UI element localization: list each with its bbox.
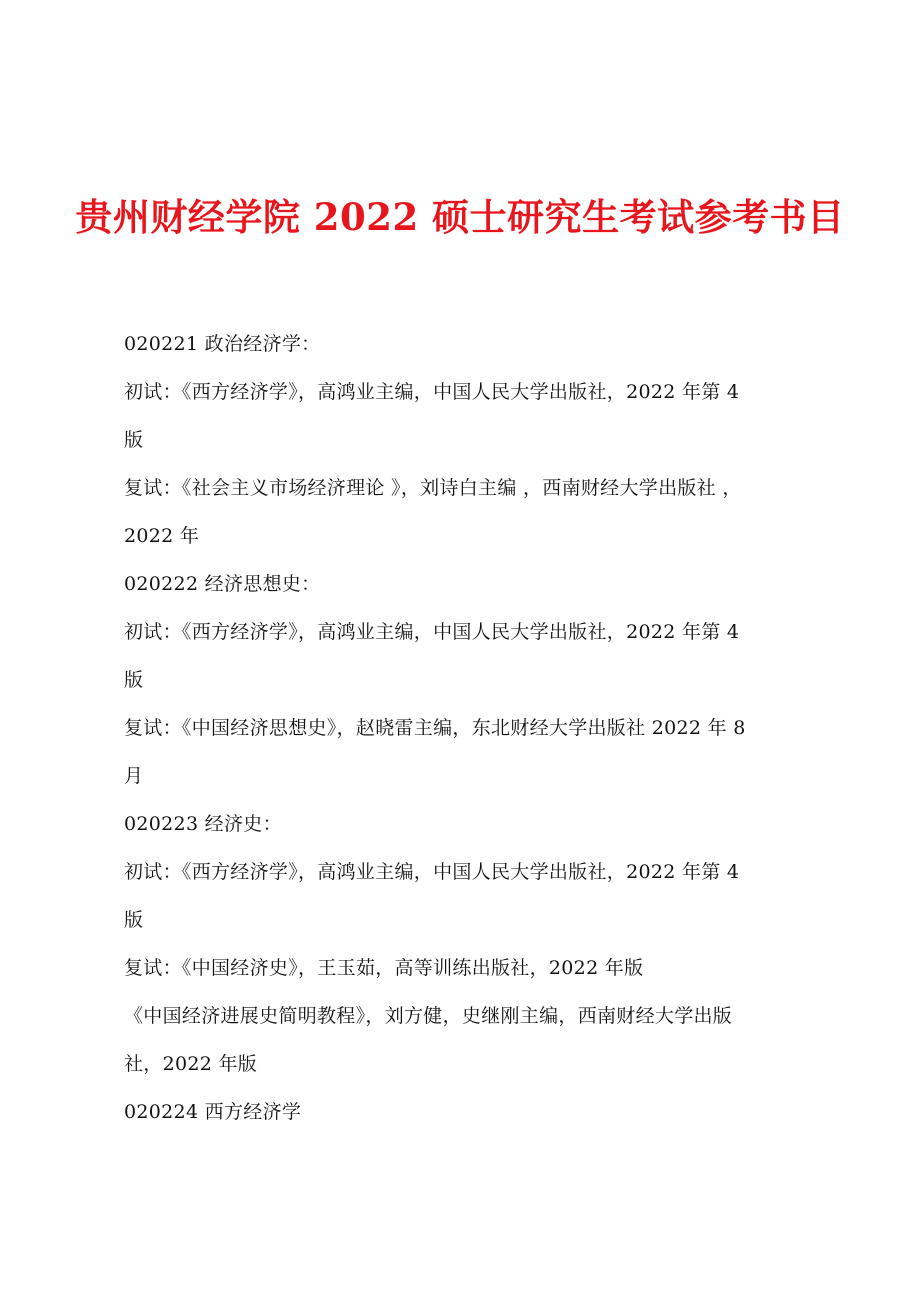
- document-body: [124, 320, 824, 1136]
- preliminary-exam-line: 初试：《西方经济学》，高鸿业主编，中国人民大学出版社，2022 年第 4: [124, 381, 740, 403]
- preliminary-exam-line: 初试：《西方经济学》，高鸿业主编，中国人民大学出版社，2022 年第 4: [124, 621, 740, 643]
- retest-line: 复试：《中国经济史》，王玉茹，高等训练出版社，2022 年版: [124, 957, 644, 979]
- section-heading-020222: 020222 经济思想史：: [124, 573, 321, 595]
- preliminary-exam-line-cont: 版: [124, 669, 144, 691]
- retest-line-cont: 2022 年: [124, 525, 200, 547]
- reference-book-line: 《中国经济进展史简明教程》，刘方健，史继刚主编，西南财经大学出版: [124, 1005, 733, 1027]
- section-heading-020221: 020221 政治经济学：: [124, 333, 321, 355]
- page-title: 贵州财经学院 2022 硕士研究生考试参考书目: [75, 195, 845, 239]
- preliminary-exam-line-cont: 版: [124, 429, 144, 451]
- section-heading-020223: 020223 经济史：: [124, 813, 282, 835]
- retest-line-cont: 月: [124, 765, 144, 787]
- preliminary-exam-line: 初试：《西方经济学》，高鸿业主编，中国人民大学出版社，2022 年第 4: [124, 861, 740, 883]
- retest-line: 复试：《中国经济思想史》，赵晓雷主编，东北财经大学出版社 2022 年 8: [124, 717, 746, 739]
- retest-line: 复试：《社会主义市场经济理论 》，刘诗白主编 ，西南财经大学出版社 ，: [124, 477, 742, 499]
- section-heading-020224: 020224 西方经济学: [124, 1101, 302, 1123]
- preliminary-exam-line-cont: 版: [124, 909, 144, 931]
- reference-book-line-cont: 社，2022 年版: [124, 1053, 258, 1075]
